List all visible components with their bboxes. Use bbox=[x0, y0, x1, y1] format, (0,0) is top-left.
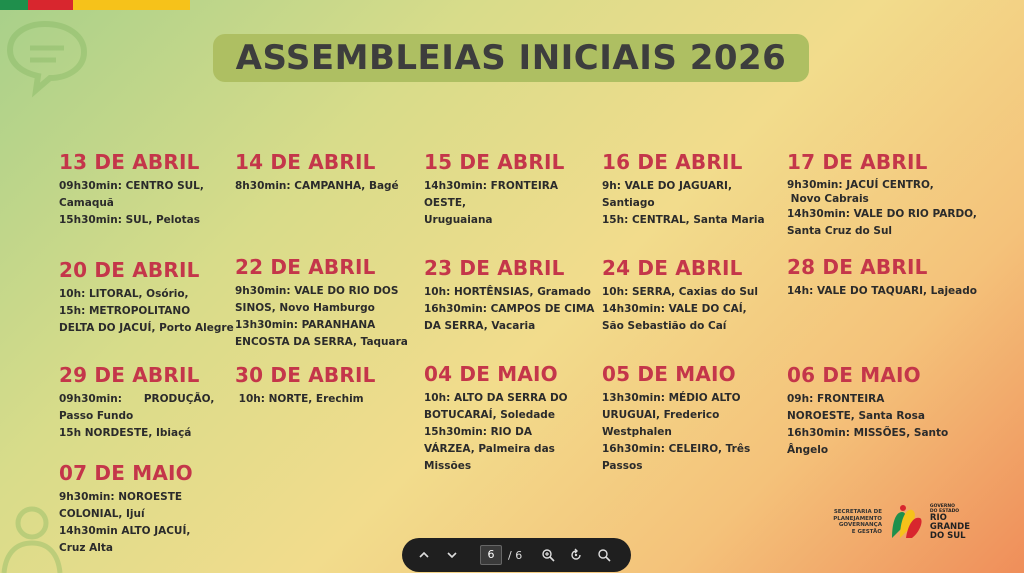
day-date: 07 DE MAIO bbox=[59, 461, 193, 485]
search-icon bbox=[597, 548, 611, 562]
strip-green bbox=[0, 0, 28, 10]
secretaria-line: GOVERNANÇA bbox=[838, 522, 882, 528]
day-events: 10h: LITORAL, Osório, 15h: METROPOLITANO DELTA DO JACUÍ, Porto Alegre bbox=[59, 288, 234, 334]
state-mark-icon bbox=[886, 504, 926, 540]
day-events: 13h30min: MÉDIO ALTO URUGUAI, Frederico Westphalen 16h30min: CELEIRO, Três Passos bbox=[602, 392, 751, 472]
next-page-button[interactable] bbox=[438, 541, 466, 569]
day-events: 8h30min: CAMPANHA, Bagé bbox=[235, 180, 399, 192]
day-events: 09h30min: CENTRO SUL, Camaquã 15h30min: SUL, Pelotas bbox=[59, 180, 204, 226]
page-number-input[interactable]: 6 bbox=[480, 545, 502, 565]
gov-line: GRANDE bbox=[929, 521, 970, 532]
day-events: 10h: SERRA, Caxias do Sul 14h30min: VALE DO CAÍ, São Sebastião do Caí bbox=[602, 286, 758, 332]
secretaria-line: SECRETARIA DE bbox=[833, 509, 882, 515]
schedule-day bbox=[235, 255, 410, 351]
gov-line: RIO bbox=[929, 512, 947, 523]
day-date: 30 DE ABRIL bbox=[235, 363, 376, 387]
day-date: 29 DE ABRIL bbox=[59, 363, 200, 387]
day-date: 16 DE ABRIL bbox=[602, 150, 743, 174]
top-color-strip bbox=[0, 0, 190, 10]
day-date: 06 DE MAIO bbox=[787, 363, 921, 387]
day-events: 14h30min: FRONTEIRA OESTE, Uruguaiana bbox=[424, 180, 558, 226]
title-banner bbox=[213, 34, 809, 82]
strip-red bbox=[28, 0, 73, 10]
day-events: 09h30min: PRODUÇÃO, Passo Fundo 15h NORDESTE, Ibiaçá bbox=[59, 393, 215, 439]
schedule-day bbox=[424, 362, 599, 475]
chat-bubbles-icon bbox=[0, 18, 90, 98]
zoom-in-icon bbox=[541, 548, 555, 562]
schedule-day bbox=[787, 255, 982, 300]
schedule-day bbox=[59, 461, 234, 557]
chevron-down-icon bbox=[445, 548, 459, 562]
strip-yellow bbox=[73, 0, 190, 10]
day-events: 9h30min: VALE DO RIO DOS SINOS, Novo Hamburgo 13h30min: PARANHANA ENCOSTA DA SERRA, Taquara bbox=[235, 285, 408, 348]
schedule-day bbox=[602, 150, 777, 229]
day-date: 15 DE ABRIL bbox=[424, 150, 565, 174]
gov-line: DO ESTADO bbox=[929, 508, 960, 514]
page-title: ASSEMBLEIAS INICIAIS 2026 bbox=[235, 38, 787, 78]
zoom-in-button[interactable] bbox=[534, 541, 562, 569]
pdf-toolbar bbox=[402, 538, 631, 572]
secretaria-line: E GESTÃO bbox=[851, 528, 882, 535]
secretaria-label bbox=[810, 509, 882, 535]
previous-page-button[interactable] bbox=[410, 541, 438, 569]
day-date: 17 DE ABRIL bbox=[787, 150, 928, 174]
day-date: 23 DE ABRIL bbox=[424, 256, 565, 280]
day-events: 10h: NORTE, Erechim bbox=[235, 393, 364, 405]
gov-line: GOVERNO bbox=[929, 503, 955, 509]
schedule-day bbox=[787, 150, 982, 240]
rotate-button[interactable] bbox=[562, 541, 590, 569]
day-date: 28 DE ABRIL bbox=[787, 255, 928, 279]
schedule-day bbox=[235, 150, 410, 195]
day-date: 20 DE ABRIL bbox=[59, 258, 200, 282]
day-events: 14h: VALE DO TAQUARI, Lajeado bbox=[787, 285, 977, 297]
government-logo bbox=[810, 503, 970, 541]
day-events: 10h: ALTO DA SERRA DO BOTUCARAÍ, Soledade 15h30min: RIO DA VÁRZEA, Palmeira das Missões bbox=[424, 392, 568, 472]
schedule-day bbox=[602, 256, 777, 335]
day-events: 10h: HORTÊNSIAS, Gramado 16h30min: CAMPOS DE CIMA DA SERRA, Vacaria bbox=[424, 286, 595, 332]
day-events: 9h30min: NOROESTE COLONIAL, Ijuí 14h30min ALTO JACUÍ, Cruz Alta bbox=[59, 491, 191, 554]
page-total: / 6 bbox=[508, 548, 523, 562]
schedule-day bbox=[787, 363, 982, 459]
rotate-icon bbox=[569, 548, 583, 562]
schedule-day bbox=[59, 363, 234, 442]
day-date: 24 DE ABRIL bbox=[602, 256, 743, 280]
day-date: 22 DE ABRIL bbox=[235, 255, 376, 279]
schedule-day bbox=[235, 363, 410, 408]
schedule-day bbox=[602, 362, 777, 475]
secretaria-line: PLANEJAMENTO bbox=[833, 515, 882, 522]
chevron-up-icon bbox=[417, 548, 431, 562]
search-button[interactable] bbox=[590, 541, 618, 569]
day-date: 05 DE MAIO bbox=[602, 362, 736, 386]
schedule-day bbox=[424, 256, 599, 335]
day-date: 13 DE ABRIL bbox=[59, 150, 200, 174]
day-events: 9h30min: JACUÍ CENTRO, Novo Cabrais 14h30min: VALE DO RIO PARDO, Santa Cruz do Sul bbox=[787, 179, 977, 237]
rio-grande-do-sul-label bbox=[930, 504, 970, 541]
day-events: 9h: VALE DO JAGUARI, Santiago 15h: CENTRAL, Santa Maria bbox=[602, 180, 765, 226]
gov-line: DO SUL bbox=[929, 530, 966, 541]
day-date: 04 DE MAIO bbox=[424, 362, 558, 386]
schedule-day bbox=[59, 150, 234, 229]
schedule-day bbox=[59, 258, 234, 337]
schedule-day bbox=[424, 150, 599, 229]
day-date: 14 DE ABRIL bbox=[235, 150, 376, 174]
day-events: 09h: FRONTEIRA NOROESTE, Santa Rosa 16h30min: MISSÕES, Santo Ângelo bbox=[787, 393, 949, 456]
